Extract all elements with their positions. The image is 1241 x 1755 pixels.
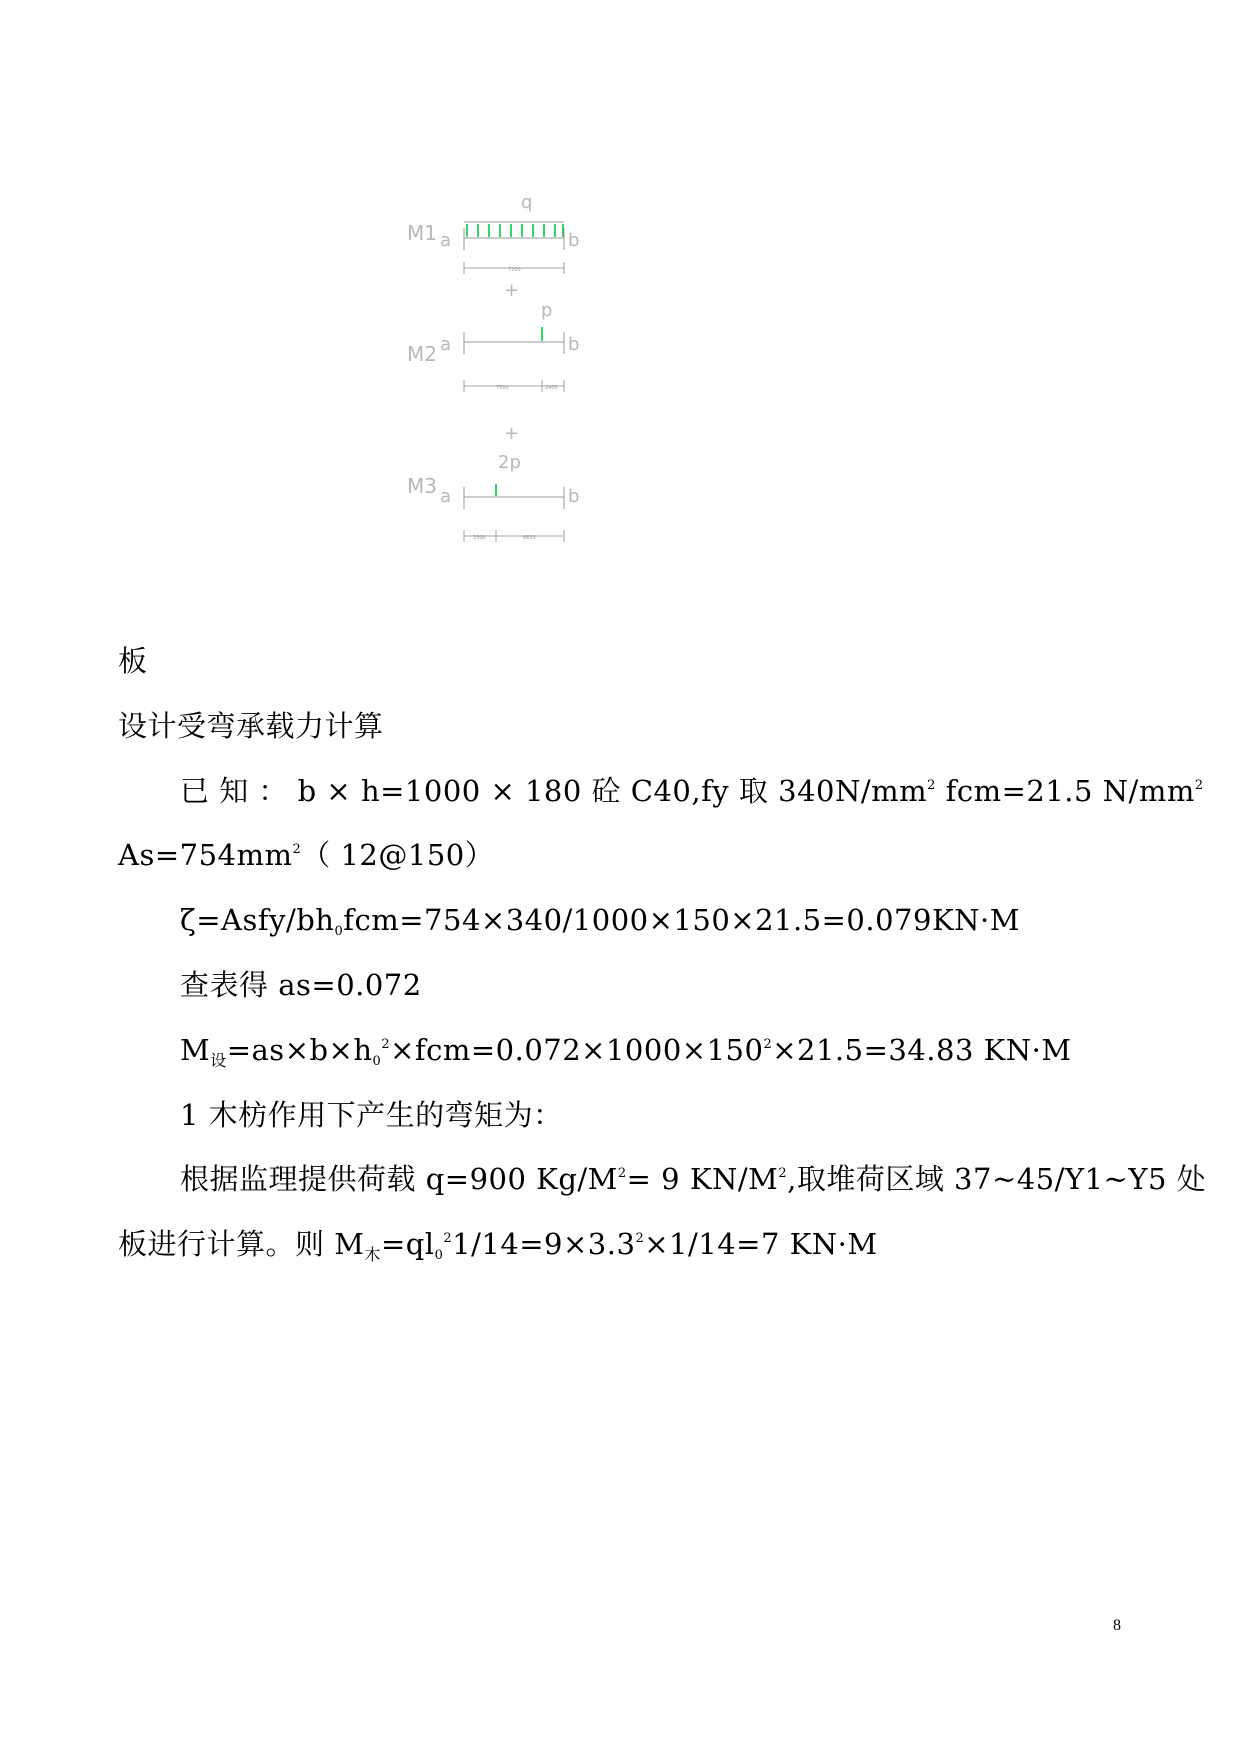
m3-dim-right: 6630: [523, 535, 536, 541]
moment-sub-she: 设: [210, 1051, 227, 1070]
moment-sub-0: 0: [372, 1054, 382, 1069]
wood-line: 1 木枋作用下产生的弯矩为：: [180, 1098, 563, 1132]
m3-label: M3: [407, 474, 437, 498]
m1-right-support: b: [568, 230, 580, 251]
plus-sign-1: +: [504, 280, 520, 301]
page-number: 8: [1113, 1617, 1121, 1634]
known-sup-2: 2: [1194, 778, 1204, 793]
moment-sup-2: 2: [381, 1037, 391, 1052]
m2-dim-right: 2400: [545, 385, 558, 391]
moment-sup-3: 2: [763, 1037, 773, 1052]
known-sup-1: 2: [927, 778, 936, 793]
moment-part-a: M: [180, 1033, 211, 1067]
m3-left-support: a: [440, 486, 452, 507]
final-sup-3: 2: [635, 1231, 645, 1246]
beam-diagram-svg: [380, 180, 700, 620]
moment-part-b: =as×b×h: [226, 1033, 373, 1067]
as-part-a: As=754mm: [118, 838, 293, 872]
load-part-a: 根据监理提供荷载 q=900 Kg/M: [180, 1162, 618, 1196]
m2-label: M2: [407, 342, 437, 366]
final-line: [118, 1227, 878, 1264]
load-line: [180, 1162, 1206, 1196]
final-sup-2: 2: [443, 1231, 453, 1246]
load-part-b: = 9 KN/M: [626, 1162, 779, 1196]
final-part-b: =ql: [380, 1227, 435, 1261]
m2-dim-left: 7500: [496, 385, 509, 391]
moment-line: [180, 1033, 1072, 1070]
m1-distributed-load: [467, 224, 563, 237]
as-sup: 2: [292, 842, 302, 857]
m2-left-support: a: [440, 334, 452, 355]
m1-load-label: q: [521, 192, 533, 213]
zeta-sub: 0: [334, 924, 344, 939]
m1-left-support: a: [440, 230, 452, 251]
plus-sign-2: +: [504, 423, 520, 444]
as-line: [118, 838, 494, 872]
m2-right-support: b: [568, 334, 580, 355]
as-part-b: （ 12@150）: [301, 838, 495, 872]
m3-load-label: 2p: [498, 452, 521, 473]
m3-right-support: b: [568, 486, 580, 507]
load-sup-1: 2: [617, 1166, 627, 1181]
known-part-a: 已 知 ： b × h=1000 × 180 砼 C40,fy 取 340N/mm: [180, 774, 928, 808]
moment-part-d: ×21.5=34.83 KN·M: [772, 1033, 1072, 1067]
heading-ban: 板: [118, 644, 148, 678]
final-part-c: 1/14=9×3.3: [452, 1227, 636, 1261]
heading-calc: 设计受弯承载力计算: [118, 709, 384, 743]
final-sub-mu: 木: [364, 1245, 381, 1264]
m3-dim-left: 3300: [473, 535, 486, 541]
final-sub-0: 0: [434, 1248, 444, 1263]
zeta-part-a: ζ=Asfy/bh: [180, 903, 335, 937]
final-part-d: ×1/14=7 KN·M: [644, 1227, 878, 1261]
beam-load-diagram: [380, 180, 700, 620]
m1-dim-text: 7200: [508, 267, 521, 273]
lookup-line: 查表得 as=0.072: [180, 968, 422, 1002]
load-part-c: ,取堆荷区域 37~45/Y1~Y5 处: [787, 1162, 1207, 1196]
m1-label: M1: [407, 221, 437, 245]
m2-load-label: p: [541, 300, 553, 321]
zeta-part-b: fcm=754×340/1000×150×21.5=0.079KN·M: [343, 903, 1020, 937]
final-part-a: 板进行计算。则 M: [118, 1227, 365, 1261]
known-line: [180, 774, 1204, 808]
zeta-line: [180, 903, 1020, 937]
moment-part-c: ×fcm=0.072×1000×150: [390, 1033, 764, 1067]
load-sup-2: 2: [778, 1166, 788, 1181]
known-part-b: fcm=21.5 N/mm: [935, 774, 1195, 808]
